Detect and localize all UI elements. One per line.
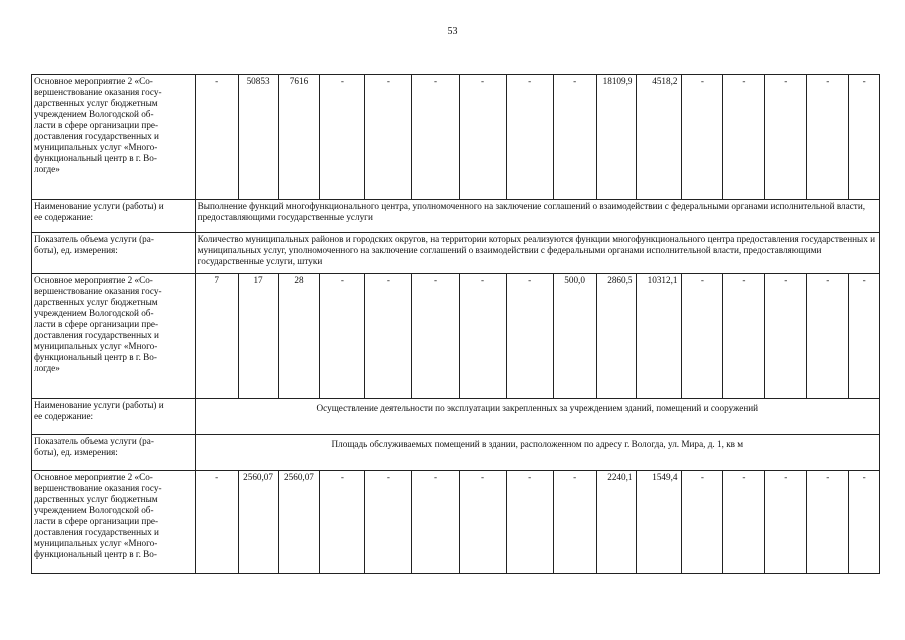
value-cell: -: [807, 75, 849, 200]
value-cell: -: [682, 75, 723, 200]
row-label: Показатель объема услуги (ра- боты), ед. измерения:: [32, 435, 196, 471]
value-cell: -: [459, 75, 506, 200]
table-row: [32, 399, 880, 435]
value-cell: -: [553, 75, 596, 200]
value-cell: -: [765, 274, 807, 399]
service-description: Выполнение функций многофункционального центра, уполномоченного на заключение соглашений о взаимодействии с федеральными органами исполнительной власти, предоставляющими государственные услуги: [195, 200, 879, 233]
table-row: [32, 471, 880, 574]
value-cell: -: [412, 75, 459, 200]
value-cell: -: [365, 75, 412, 200]
row-label: Основное мероприятие 2 «Со- вершенствование оказания госу- дарственных услуг бюджетным учреждением Вологодской об- ласти в сфере организации пре- доставления государственных и муниципальных услуг «Много- функциональный центр в г. Во- логде»: [32, 75, 196, 200]
value-cell: -: [412, 471, 459, 574]
row-label: Наименование услуги (работы) и ее содержание:: [32, 200, 196, 233]
row-label: Основное мероприятие 2 «Со- вершенствование оказания госу- дарственных услуг бюджетным учреждением Вологодской об- ласти в сфере организации пре- доставления государственных и муниципальных услуг «Много- функциональный центр в г. Во- логде»: [32, 274, 196, 399]
value-cell: -: [320, 274, 365, 399]
value-cell: -: [849, 75, 880, 200]
value-cell: -: [320, 75, 365, 200]
value-cell: -: [723, 75, 765, 200]
value-cell: 1549,4: [637, 471, 682, 574]
page-number: 53: [447, 26, 458, 37]
value-cell: 28: [278, 274, 320, 399]
value-cell: 10312,1: [637, 274, 682, 399]
table-row: [32, 233, 880, 274]
value-cell: -: [459, 274, 506, 399]
table-body: [32, 75, 880, 574]
table-row: [32, 200, 880, 233]
budget-table: [31, 74, 880, 574]
value-cell: 17: [238, 274, 278, 399]
table-row: [32, 435, 880, 471]
value-cell: -: [412, 274, 459, 399]
value-cell: -: [723, 471, 765, 574]
value-cell: 7: [195, 274, 238, 399]
row-label: Основное мероприятие 2 «Со- вершенствование оказания госу- дарственных услуг бюджетным учреждением Вологодской об- ласти в сфере организации пре- доставления государственных и муниципальных услуг «Много- функциональный центр в г. Во-: [32, 471, 196, 574]
value-cell: -: [506, 75, 553, 200]
value-cell: 50853: [238, 75, 278, 200]
service-description: Количество муниципальных районов и городских округов, на территории которых реализуются функции многофункционального центра предоставления государственных и муниципальных услуг, уполномоченного на заключение соглашений о взаимодействии с федеральными органами исполнительной власти, предоставляющими государственные услуги, штуки: [195, 233, 879, 274]
value-cell: -: [320, 471, 365, 574]
value-cell: -: [807, 274, 849, 399]
value-cell: -: [553, 471, 596, 574]
service-description: Площадь обслуживаемых помещений в здании, расположенном по адресу г. Вологда, ул. Мира, д. 1, кв м: [195, 435, 879, 471]
value-cell: -: [765, 75, 807, 200]
value-cell: -: [849, 274, 880, 399]
row-label: Наименование услуги (работы) и ее содержание:: [32, 399, 196, 435]
value-cell: -: [195, 75, 238, 200]
value-cell: -: [506, 274, 553, 399]
value-cell: 2860,5: [596, 274, 637, 399]
value-cell: -: [682, 471, 723, 574]
value-cell: 500,0: [553, 274, 596, 399]
value-cell: -: [723, 274, 765, 399]
value-cell: -: [807, 471, 849, 574]
value-cell: -: [506, 471, 553, 574]
value-cell: 4518,2: [637, 75, 682, 200]
value-cell: -: [765, 471, 807, 574]
value-cell: -: [195, 471, 238, 574]
value-cell: -: [459, 471, 506, 574]
value-cell: -: [849, 471, 880, 574]
value-cell: 2240,1: [596, 471, 637, 574]
table-row: [32, 75, 880, 200]
value-cell: 2560,07: [238, 471, 278, 574]
value-cell: -: [365, 471, 412, 574]
value-cell: 2560,07: [278, 471, 320, 574]
value-cell: -: [682, 274, 723, 399]
value-cell: 7616: [278, 75, 320, 200]
value-cell: -: [365, 274, 412, 399]
row-label: Показатель объема услуги (ра- боты), ед. измерения:: [32, 233, 196, 274]
value-cell: 18109,9: [596, 75, 637, 200]
table-row: [32, 274, 880, 399]
service-description: Осуществление деятельности по эксплуатации закрепленных за учреждением зданий, помещений и сооружений: [195, 399, 879, 435]
